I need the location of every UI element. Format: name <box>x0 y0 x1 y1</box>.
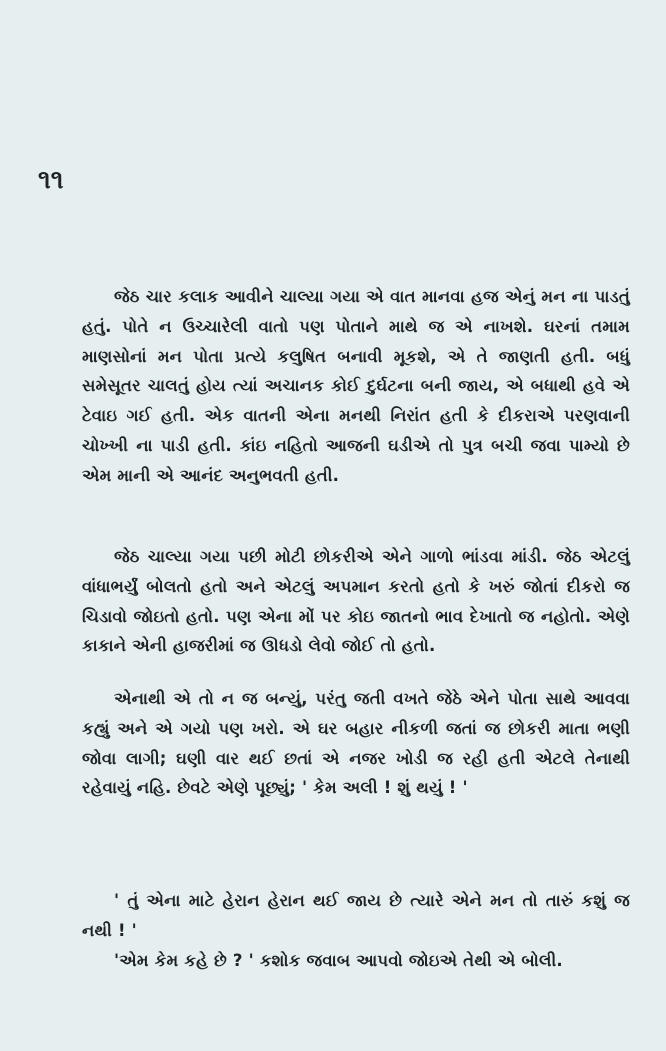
paragraph: એનાથી એ તો ન જ બન્યું, પરંતુ જતી વખતે જેઠે એને પોતા સાથે આવવા કહ્યું અને એ ગયો પણ ખરો. એ ઘર બહાર નીકળી જતાં જ છોકરી માતા ભણી જોવા લાગી; ઘણી વાર થઈ છતાં એ નજર ખોડી જ રહી હતી એટલે તેનાથી રહેવાયું નહિ. છેવટે એણે પૂછ્યું; ' કેમ અલી ! શું થયું ! ' <box>82 689 630 798</box>
paragraph: જેઠ ચાલ્યા ગયા પછી મોટી છોકરીએ એને ગાળો ભાંડવા માંડી. જેઠ એટલું વાંધાભર્યું બોલતો હતો અને એટલું અપમાન કરતો હતો કે ખરું જોતાં દીકરો જ ચિડાવો જોઇતો હતો. પણ એના મોં પર કોઇ જાતનો ભાવ દેખાતો જ નહોતો. એણે કાકાને એની હાજરીમાં જ ઊધડો લેવો જોઈ તો હતો. <box>82 547 630 656</box>
chapter-number: ૧૧ <box>38 165 64 195</box>
paragraph: જેઠ ચાર કલાક આવીને ચાલ્યા ગયા એ વાત માનવા હજ એનું મન ના પાડતું હતું. પોતે ન ઉચ્ચારેલી વાતો પણ પોતાને માથે જ એ નાખશે. ઘરનાં તમામ માણસોનાં મન પોતા પ્રત્યે કલુષિત બનાવી મૂકશે, એ તે જાણતી હતી. બધું સમેસૂતર ચાલતું હોય ત્યાં અચાનક કોઈ દુર્ઘટના બની જાય, એ બધાથી હવે એ ટેવાઇ ગઈ હતી. એક વાતની એના મનથી નિરાંત હતી કે દીકરાએ પરણવાની ચોખ્ખી ના પાડી હતી. કાંઇ નહિતો આજની ઘડીએ તો પુત્ર બચી જવા પામ્યો છે એમ માની એ આનંદ અનુભવતી હતી. <box>82 287 630 485</box>
paragraph: 'એમ કેમ કહે છે ? ' કશોક જવાબ આપવો જોઇએ તેથી એ બોલી. <box>114 951 563 970</box>
paragraph: ' તું એના માટે હેરાન હેરાન થઈ જાય છે ત્યારે એને મન તો તારું કશું જ નથી ! ' <box>82 891 630 940</box>
